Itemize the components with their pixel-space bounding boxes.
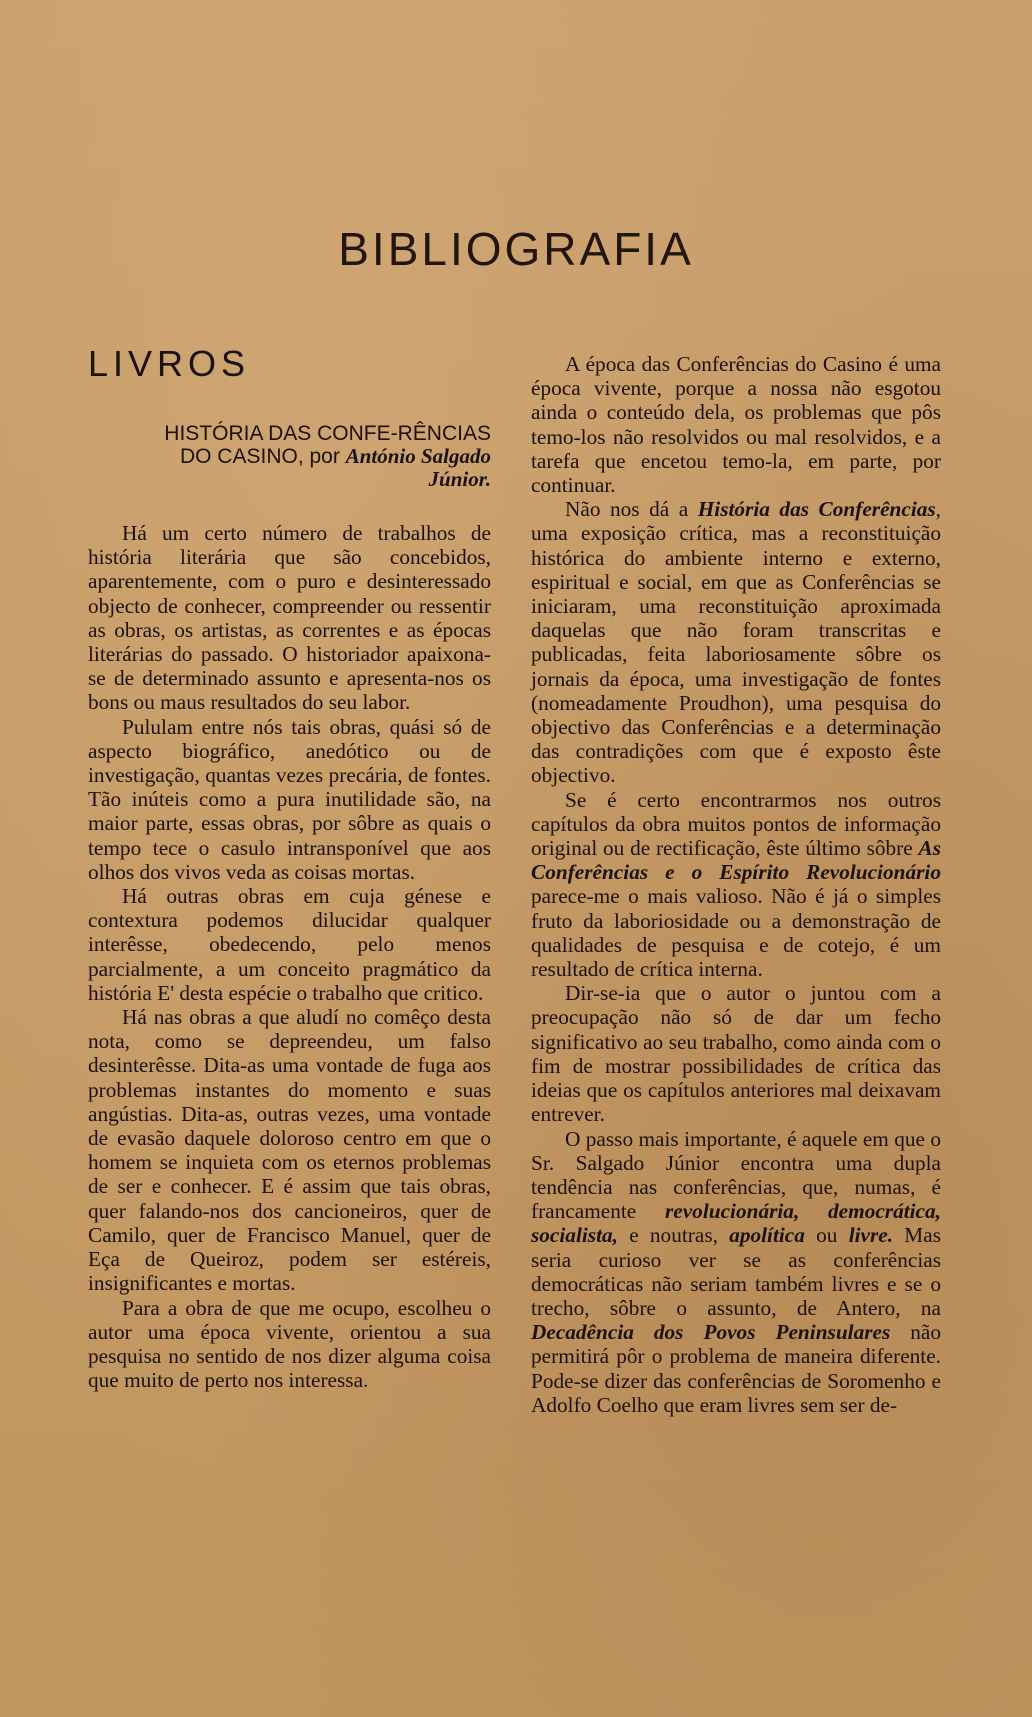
text-run: ou [804, 1223, 849, 1248]
book-entry-heading [88, 422, 491, 491]
emphasis-term: revolucionária, democrática, socialista, [531, 1199, 941, 1248]
paragraph: Para a obra de que me ocupo, escolheu o autor uma época vivente, orientou a sua pesquisa no sentido de nos dizer alguma coisa que muito de perto nos interessa. [88, 1295, 491, 1393]
text-run: O passo mais importante, é aquele em que o Sr. Salgado Júnior encontra uma dupla tendência nas conferências, que, numas, é francamente [531, 1126, 941, 1224]
page-title: BIBLIOGRAFIA [338, 223, 694, 275]
right-column [531, 352, 941, 1417]
book-title: HISTÓRIA DAS CONFE-RÊNCIAS DO CASINO, por [164, 422, 491, 468]
paragraph: Há um certo número de trabalhos de história literária que são concebidos, aparentemente, com o puro e desinteressado objecto de conhecer, compreender ou ressentir as obras, os artistas, as correntes e as épocas literárias do passado. O historiador apaixona-se de determinado assunto e apresenta-nos os bons ou maus resultados do seu labor. [88, 521, 491, 715]
work-title-emphasis: Decadência dos Povos Peninsulares [531, 1320, 891, 1345]
text-run: parece-me o mais valioso. Não é já o simples fruto da laboriosidade ou a demonstração de qualidades de pesquisa e de cotejo, é um resultado de crítica interna. [531, 884, 941, 982]
emphasis-term: livre. [848, 1223, 894, 1248]
paragraph: Dir-se-ia que o autor o juntou com a preocupação não só de dar um fecho significativo ao seu trabalho, como ainda com o fim de mostrar possibilidades de crítica das ideias que os capítulos anteriores mal deixavam entrever. [531, 981, 941, 1127]
emphasis-term: apolítica [729, 1223, 805, 1248]
paragraph [531, 1127, 941, 1417]
left-column [88, 344, 491, 1392]
paragraph [531, 497, 941, 787]
book-title-emphasis: História das Conferências [697, 497, 936, 522]
paragraph: A época das Conferências do Casino é uma época vivente, porque a nossa não esgotou ainda o conteúdo dela, os problemas que pôs temo-los não resolvidos ou mal resolvidos, e a tarefa que encetou temo-la, em parte, por continuar. [531, 352, 941, 498]
text-run: não permitirá pôr o problema de maneira diferente. Pode-se dizer das conferências de Soromenho e Adolfo Coelho que eram livres sem ser de- [531, 1320, 941, 1417]
paragraph [531, 788, 941, 982]
text-run: Se é certo encontrarmos nos outros capítulos da obra muitos pontos de informação original ou de rectificação, êste último sôbre [531, 787, 941, 861]
text-run: Não nos dá a [565, 497, 698, 522]
text-run: Mas seria curioso ver se as conferências democráticas não seriam também livres e se o trecho, sôbre o assunto, de Antero, na [531, 1223, 941, 1320]
paragraph: Há outras obras em cuja génese e contextura podemos dilucidar qualquer interêsse, obedecendo, pelo menos parcialmente, a um conceito pragmático da história E' desta espécie o trabalho que critico. [88, 884, 491, 1005]
section-label: LIVROS [88, 343, 251, 384]
text-run: e noutras, [617, 1223, 730, 1248]
book-author: António Salgado Júnior. [345, 444, 491, 491]
chapter-title-emphasis: As Conferências e o Espírito Revolucionário [531, 836, 941, 885]
paragraph: Pululam entre nós tais obras, quási só de aspecto biográfico, anedótico ou de investigação, quantas vezes precária, de fontes. Tão inúteis como a pura inutilidade são, na maior parte, essas obras, por sôbre as quais o tempo tece o casulo intransponível que aos olhos dos vivos veda as coisas mortas. [88, 714, 491, 884]
paragraph: Há nas obras a que aludí no comêço desta nota, como se depreendeu, um falso desinterêsse. Dita-as uma vontade de fuga aos problemas instantes do momento e suas angústias. Dita-as, outras vezes, uma vontade de evasão daquele doloroso centro em que o homem se inquieta com os eternos problemas de ser e conhecer. E é assim que tais obras, quer falando-nos dos cancioneiros, quer de Camilo, quer de Francisco Manuel, quer de Eça de Queiroz, podem ser estéreis, insignificantes e mortas. [88, 1005, 491, 1296]
text-run: , uma exposição crítica, mas a reconstituição histórica do ambiente interno e externo, espiritual e social, em que as Conferências se iniciaram, uma reconstituição aproximada daquelas que não foram transcritas e publicadas, feita laboriosamente sôbre os jornais da época, uma investigação de fontes (nomeadamente Proudhon), uma pesquisa do objectivo das Conferências e a determinação das contradições com que é exposto êste objectivo. [531, 497, 941, 788]
